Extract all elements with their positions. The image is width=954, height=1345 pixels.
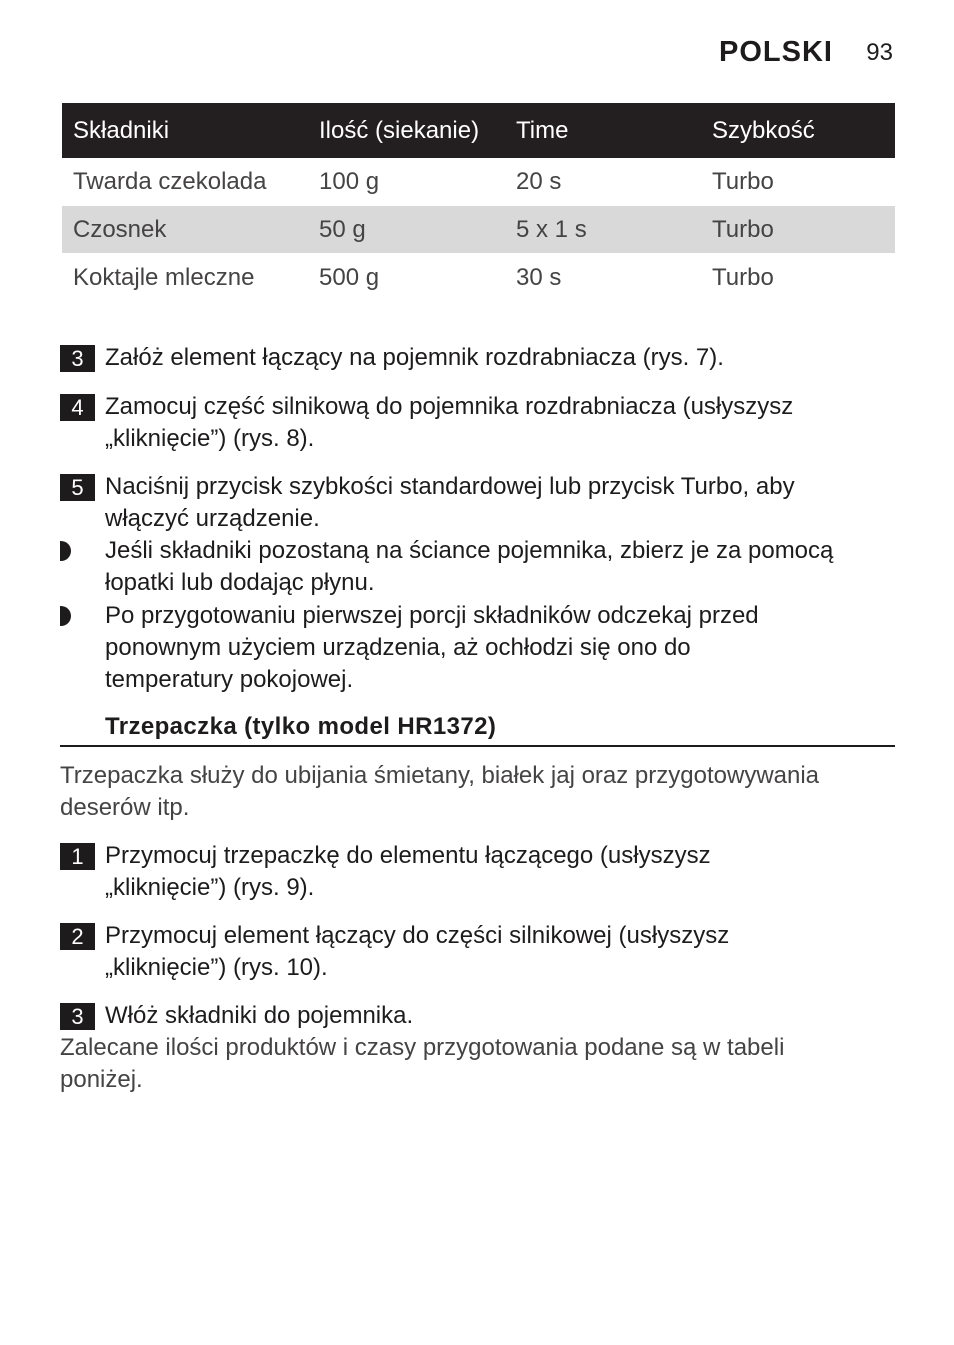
step-number-badge: 1 bbox=[60, 843, 95, 870]
step-text-line: Przymocuj trzepaczkę do elementu łączącego (usłyszysz bbox=[105, 842, 711, 869]
table-cell: 50 g bbox=[319, 215, 366, 243]
column-header-ingredients: Składniki bbox=[73, 116, 170, 144]
step-number-badge: 3 bbox=[60, 345, 95, 372]
table-cell: Turbo bbox=[712, 263, 774, 291]
step-text-line: „kliknięcie”) (rys. 9). bbox=[105, 874, 315, 901]
table-cell: Koktajle mleczne bbox=[73, 263, 255, 291]
step-text-line: „kliknięcie”) (rys. 8). bbox=[105, 425, 315, 452]
tip-text-line: Jeśli składniki pozostaną na ściance pojemnika, zbierz je za pomocą bbox=[105, 537, 834, 564]
table-cell: 5 x 1 s bbox=[516, 215, 587, 243]
table-row bbox=[62, 206, 895, 253]
step-text bbox=[105, 391, 793, 455]
tip-text bbox=[105, 600, 759, 696]
step-text-line: włączyć urządzenie. bbox=[105, 505, 320, 532]
note-line: Zalecane ilości produktów i czasy przygotowania podane są w tabeli bbox=[60, 1034, 785, 1061]
section-divider bbox=[60, 745, 895, 747]
table-header-row bbox=[62, 103, 895, 158]
table-cell: 100 g bbox=[319, 168, 380, 195]
step-text bbox=[105, 1000, 413, 1032]
whisk-intro bbox=[60, 760, 819, 824]
intro-line: Trzepaczka służy do ubijania śmietany, białek jaj oraz przygotowywania bbox=[60, 762, 820, 789]
tip-text-line: łopatki lub dodając płynu. bbox=[105, 569, 375, 596]
tip-text-line: Po przygotowaniu pierwszej porcji składników odczekaj przed bbox=[105, 602, 759, 629]
step-text-line: Przymocuj element łączący do części silnikowej (usłyszysz bbox=[105, 922, 730, 949]
step-text-line: „kliknięcie”) (rys. 10). bbox=[105, 954, 328, 981]
step-text bbox=[105, 840, 711, 904]
step-text bbox=[105, 471, 795, 535]
page-number: 93 bbox=[866, 39, 893, 66]
table-cell: 30 s bbox=[516, 263, 562, 291]
column-header-quantity: Ilość (siekanie) bbox=[319, 116, 480, 144]
section-heading-whisk: Trzepaczka (tylko model HR1372) bbox=[105, 713, 497, 740]
language-heading: POLSKI bbox=[719, 36, 833, 68]
table-cell: Czosnek bbox=[73, 215, 167, 243]
table-row bbox=[62, 253, 895, 302]
tip-text bbox=[105, 535, 833, 599]
table-cell: 20 s bbox=[516, 168, 562, 195]
intro-line: deserów itp. bbox=[60, 794, 190, 821]
whisk-note bbox=[60, 1032, 784, 1096]
half-circle-bullet-icon bbox=[60, 606, 71, 626]
table-cell: Turbo bbox=[712, 215, 774, 243]
chopping-table bbox=[62, 103, 895, 302]
table-row bbox=[62, 158, 895, 206]
step-number-badge: 3 bbox=[60, 1003, 95, 1030]
step-text-line: Zamocuj część silnikową do pojemnika rozdrabniacza (usłyszysz bbox=[105, 393, 794, 420]
step-text-line: Naciśnij przycisk szybkości standardowej lub przycisk Turbo, aby bbox=[105, 473, 795, 500]
table-cell: Twarda czekolada bbox=[73, 168, 267, 195]
tip-text-line: ponownym użyciem urządzenia, aż ochłodzi się ono do bbox=[105, 634, 691, 661]
table-cell: Turbo bbox=[712, 168, 774, 195]
step-text bbox=[105, 920, 729, 984]
step-number-badge: 5 bbox=[60, 474, 95, 501]
note-line: poniżej. bbox=[60, 1066, 143, 1093]
step-text-line: Załóż element łączący na pojemnik rozdrabniacza (rys. 7). bbox=[105, 344, 724, 371]
tip-text-line: temperatury pokojowej. bbox=[105, 666, 354, 693]
step-number-badge: 4 bbox=[60, 394, 95, 421]
half-circle-bullet-icon bbox=[60, 541, 71, 561]
step-text bbox=[105, 342, 724, 374]
step-text-line: Włóż składniki do pojemnika. bbox=[105, 1002, 414, 1029]
column-header-time: Time bbox=[516, 116, 569, 144]
column-header-speed: Szybkość bbox=[712, 116, 815, 144]
table-cell: 500 g bbox=[319, 263, 380, 291]
step-number-badge: 2 bbox=[60, 923, 95, 950]
